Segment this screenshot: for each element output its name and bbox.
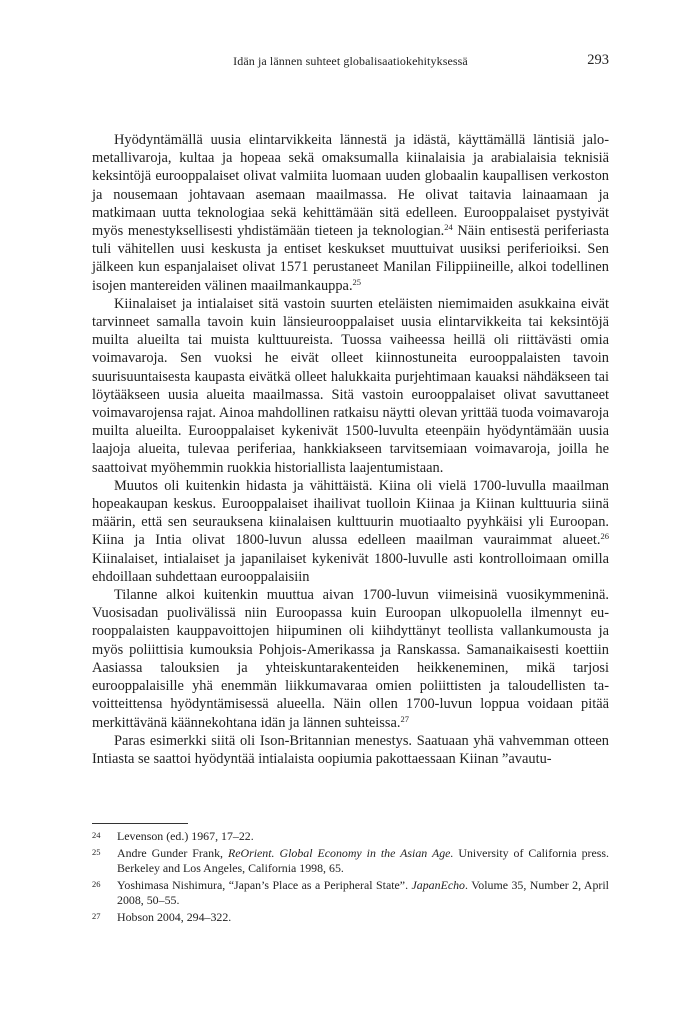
footnotes bbox=[92, 829, 609, 927]
footnote-number: 26 bbox=[92, 878, 101, 889]
body-text bbox=[92, 131, 609, 768]
paragraph bbox=[92, 477, 609, 586]
paragraph-text: Näin entisestä periferiasta tuli vähitellen uusi keskusta ja entiset keskukset muuttuivat uusiksi periferioiksi. Sen jälkeen kun espanjalaiset olivat 1571 perustaneet Manilan Filippiineille, alkoi todellinen isojen mantereiden välinen maailmankauppa. bbox=[92, 223, 609, 294]
paragraph-text: Kiinalaiset ja intialaiset sitä vastoin suurten eteläisten niemimaiden asukkaina eivät tarvinneet samalla tavoin kuin länsieurooppalaiset uusia elintarvikkeita tai keksintöjä muilta alueilta tai muista kulttuureista. Tuossa vaiheessa heillä oli riittävästi omia voimavaroja. Sen vuoksi he eivät olleet kiinnostuneita eurooppalaisten tavoin suurisuuntaisesta kaupasta eivätkä olleet halukkaita purjehtimaan kauaksi nähdäkseen tai löytääkseen uusia alueita maailmassa. Sitä vastoin eurooppalaiset olivat savuttaneet voimavarojensa rajat. Ainoa mahdollinen ratkaisu näytti olevan yrittää tuoda voimavaroja muilta alueilta. Eurooppalaiset kykenivät 1500-luvulta eteenpäin hyödyntämään uusia laajoja alueita, tulevaa periferiaa, hankkiakseen tarvitsemiaan voimavaroja, joilla he saattoivat myöhemmin ruokkia historiallista laajentumistaan. bbox=[92, 295, 609, 476]
footnote-text: . Volume 35, Number 2, April 2008, 50–55. bbox=[117, 877, 609, 908]
paragraph bbox=[92, 131, 609, 295]
footnote-title: JapanEcho bbox=[411, 877, 466, 892]
footnote-text: Levenson (ed.) 1967, 17–22. bbox=[117, 829, 254, 843]
footnote-ref[interactable]: 26 bbox=[600, 531, 609, 542]
footnote bbox=[92, 910, 609, 926]
footnote-divider bbox=[92, 823, 188, 824]
paragraph-text: Muutos oli kuitenkin hidasta ja vähittäistä. Kiina oli vielä 1700-luvulla maailman hopeakaupan keskus. Eurooppalaiset ihailivat tuolloin Kiinaa ja Kiinan kulttuuria siinä määrin, että sen seurauksena kiinalaisen kulttuurin muotiaalto pyyhkäisi yli Euroopan. Kiina ja Intia olivat 1800-luvun alussa edelleen maailman vauraimmat alueet. bbox=[92, 477, 609, 549]
paragraph-text: Paras esimerkki siitä oli Ison-Britannian menestys. Saatuaan yhä vahvemman otteen Intiasta se saattoi hyödyntää intialaista oopiumia pakottaessaan Kiinan ”avautu- bbox=[92, 732, 609, 767]
running-header bbox=[92, 52, 609, 72]
footnote-text: Andre Gunder Frank, bbox=[117, 845, 228, 860]
paragraph bbox=[92, 586, 609, 732]
paragraph bbox=[92, 295, 609, 477]
footnote-text: Yoshimasa Nishimura, “Japan’s Place as a Peripheral State”. bbox=[117, 877, 412, 892]
footnote-number: 25 bbox=[92, 846, 101, 857]
footnote-number: 27 bbox=[92, 910, 101, 921]
paragraph-text: Kiinalaiset, intialaiset ja japanilaiset kykenivät 1800-luvulle asti kontrolloimaan omilla ehdoillaan suhdettaan eurooppalaisiin bbox=[92, 550, 609, 585]
footnote bbox=[92, 829, 609, 845]
footnote-ref[interactable]: 24 bbox=[444, 222, 453, 233]
running-title: Idän ja lännen suhteet globalisaatiokehityksessä bbox=[233, 54, 468, 68]
footnote bbox=[92, 846, 609, 877]
footnote-text: Hobson 2004, 294–322. bbox=[117, 909, 232, 924]
footnote-number: 24 bbox=[92, 830, 101, 840]
footnote-text: University of California press. Berkeley and Los Angeles, California 1998, 65. bbox=[117, 845, 609, 876]
footnote bbox=[92, 878, 609, 909]
footnote-ref[interactable]: 25 bbox=[352, 276, 362, 287]
paragraph-text: Tilanne alkoi kuitenkin muuttua aivan 1700-luvun viimeisinä vuosikymmeninä. Vuosisadan puolivälissä niin Euroopassa kuin Euroopan ulkopuolella ilmennyt eurooppalaisten kauppavoittojen hiipuminen oli kiihdyttänyt teollista vallankumousta ja myös poliittisia kumouksia Pohjois-Amerikassa ja Ranskassa. Samanaikaisesti koettiin Aasiassa talouksien ja yhteiskuntarakenteiden heikkeneminen, mikä tarjosi eurooppalaisille yhä enemmän liikkumavaraa omien poliittisten ja taloudellisten tavoitteittensa hyödyntämisessä alueella. Näin ollen 1700-luvun loppua voidaan pitää merkittävänä käännekohtana idän ja lännen suhteissa. bbox=[92, 587, 609, 731]
paragraph-text: Hyödyntämällä uusia elintarvikkeita lännestä ja idästä, käyttämällä läntisiä jalometallivaroja, kultaa ja hopeaa sekä omaksumalla kiinalaisia ja arabialaisia teknisiä keksintöjä eurooppalaiset olivat valmiita luomaan uuden globaalin kaupallisen verkoston ja nousemaan johtavaan asemaan maailmassa. He olivat taitavia lainaamaan ja matkimaan uutta teknologiaa sekä kehittämään sitä edelleen. Eurooppalaiset pystyivät myös menestyksellisesti yhdistämään tieteen ja teknologian. bbox=[92, 132, 609, 240]
page-number: 293 bbox=[587, 52, 609, 68]
footnote-title: ReOrient. Global Economy in the Asian Age. bbox=[227, 845, 454, 860]
footnote-ref[interactable]: 27 bbox=[400, 713, 409, 724]
paragraph bbox=[92, 732, 609, 768]
